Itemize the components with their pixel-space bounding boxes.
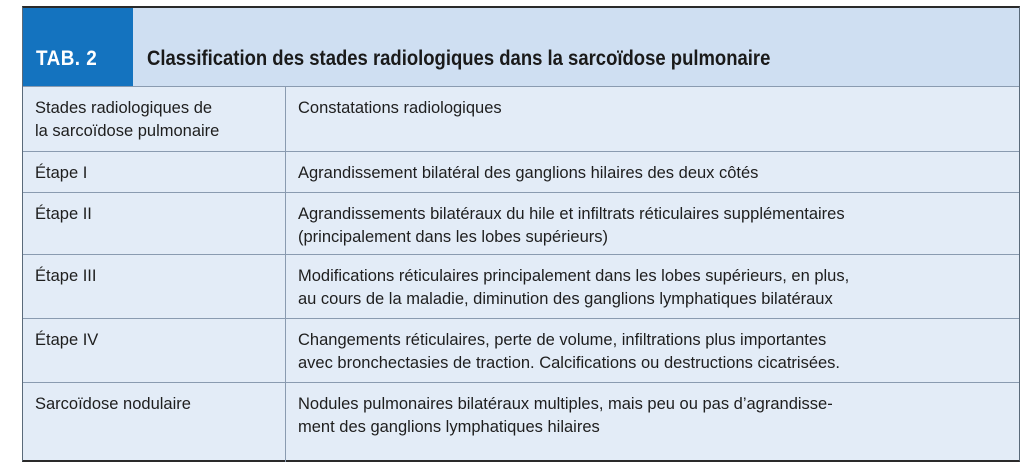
table-number-badge: [23, 8, 133, 86]
findings-cell: Agrandissement bilatéral des ganglions hilaires des deux côtés: [298, 164, 759, 182]
column-divider: [285, 87, 286, 151]
column-divider: [285, 319, 286, 382]
column-divider: [285, 383, 286, 462]
column-divider: [285, 152, 286, 192]
column-divider: [285, 193, 286, 254]
table-row: [23, 192, 1019, 254]
table-row-header: [23, 86, 1019, 151]
column-header-stage: Stades radiologiques de la sarcoïdose pulmonaire: [35, 99, 220, 140]
table-row: [23, 254, 1019, 318]
table-row: [23, 151, 1019, 192]
stage-cell: Étape III: [35, 267, 97, 285]
column-header-findings: Constatations radiologiques: [298, 99, 502, 117]
table-row: [23, 382, 1019, 462]
table-header: [23, 8, 1019, 86]
stage-cell: Étape I: [35, 164, 88, 182]
column-divider: [285, 255, 286, 318]
table-title: Classification des stades radiologiques dans la sarcoïdose pulmonaire: [147, 47, 771, 70]
table-number-label: TAB. 2: [36, 47, 98, 70]
findings-cell: Agrandissements bilatéraux du hile et infiltrats réticulaires supplémentaires (principalement dans les lobes supérieurs): [298, 205, 845, 246]
findings-cell: Nodules pulmonaires bilatéraux multiples, mais peu ou pas d’agrandisse- ment des ganglions lymphatiques hilaires: [298, 395, 833, 436]
findings-cell: Changements réticulaires, perte de volume, infiltrations plus importantes avec bronchectasies de traction. Calcifications ou destructions cicatrisées.: [298, 331, 841, 372]
stage-cell: Étape II: [35, 205, 92, 223]
stage-cell: Étape IV: [35, 331, 99, 349]
table-row: [23, 318, 1019, 382]
findings-cell: Modifications réticulaires principalement dans les lobes supérieurs, en plus, au cours de la maladie, diminution des ganglions lymphatiques bilatéraux: [298, 267, 850, 308]
stage-cell: Sarcoïdose nodulaire: [35, 395, 191, 413]
classification-table: [22, 6, 1020, 462]
